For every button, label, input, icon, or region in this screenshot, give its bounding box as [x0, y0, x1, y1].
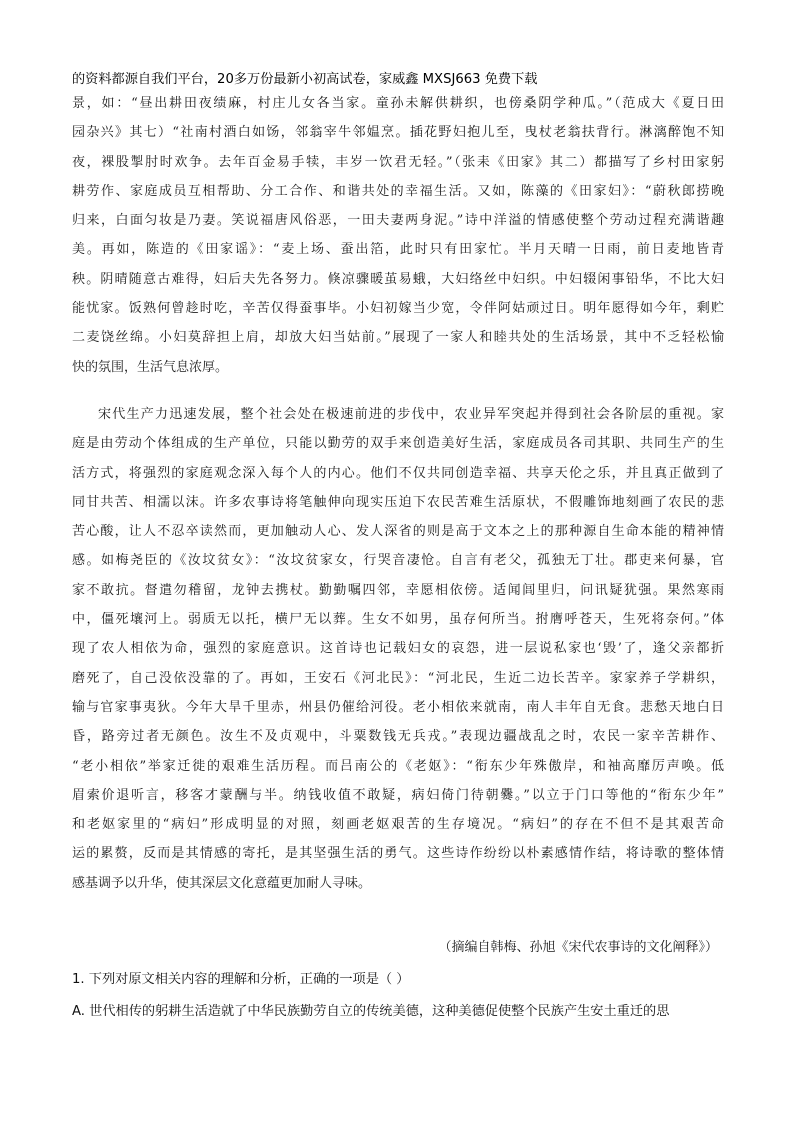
text-line: 同甘共苦、相濡以沫。许多农事诗将笔触伸向现实压迫下农民苦难生活原状，不假雕饰地刻画了农民的悲 — [72, 494, 724, 510]
text-line: 输与官家事夷狄。今年大旱千里赤，州县仍催给河役。老小相依来就南，南人丰年自无食。悲愁天地白日 — [72, 699, 724, 715]
question-1-option-a: A. 世代相传的躬耕生活造就了中华民族勤劳自立的传统美德，这种美德促使整个民族产生安土重迁的思 — [72, 1004, 670, 1019]
passage-source-citation: （摘编自韩梅、孙旭《宋代农事诗的文化阐释》） — [438, 940, 718, 955]
text-line: 运的累赘，反而是其情感的寄托，是其坚强生活的勇气。这些诗作纷纷以朴素感情作结，将诗歌的整体情 — [72, 846, 724, 862]
text-line: 眉索价退听言，移客才蒙酬与半。纳钱收值不敢疑，病妇倚门待朝爨。”以立于门口等他的“衔东少年” — [72, 787, 724, 803]
text-line: 夜，裸股掣肘时欢争。去年百金易手犊，丰岁一饮君无轻。”（张耒《田家》其二）都描写了乡村田家躬 — [72, 154, 724, 170]
passage-paragraph-2 — [72, 400, 724, 898]
text-line: 庭是由劳动个体组成的生产单位，只能以勤劳的双手来创造美好生活，家庭成员各司其职、共同生产的生 — [72, 436, 724, 452]
page-header-notice: 的资料都源自我们平台，20多万份最新小初高试卷，家威鑫 MXSJ663 免费下载 — [72, 72, 538, 87]
text-line: 耕劳作、家庭成员互相帮助、分工合作、和谐共处的幸福生活。又如，陈藻的《田家妇》：“蔚秋郎捞晚 — [72, 183, 724, 199]
text-line: 感。如梅尧臣的《汝坟贫女》：“汝坟贫家女，行哭音凄怆。自言有老父，孤独无丁壮。郡吏来何暴，官 — [72, 553, 724, 569]
text-line: 园杂兴》其七）“社南村酒白如饧，邻翁宰牛邻媪烹。插花野妇抱儿至，曳杖老翁扶背行。淋漓醉饱不知 — [72, 125, 724, 141]
text-line: 现了农人相依为命，强烈的家庭意识。这首诗也记载妇女的哀怨，进一层说私家也‘毁’了，逢父亲都折 — [72, 641, 724, 657]
text-line: 秧。阴晴随意古难得，妇后夫先各努力。倏凉骤暖茧易蛾，大妇络丝中妇织。中妇辍闲事铅华，不比大妇 — [72, 271, 724, 287]
text-line: 景，如：“昼出耕田夜绩麻，村庄儿女各当家。童孙未解供耕织，也傍桑阴学种瓜。”（范成大《夏日田 — [72, 96, 724, 111]
passage-paragraph-1 — [72, 89, 724, 382]
text-line: “老小相依”举家迁徙的艰难生活历程。而吕南公的《老妪》：“衔东少年殊傲岸，和袖高靡厉声唤。低 — [72, 758, 724, 774]
text-line: 二麦饶丝绵。小妇莫辞担上肩，却放大妇当姑前。”展现了一家人和睦共处的生活场景，其中不乏轻松愉 — [72, 330, 724, 346]
text-line: 归来，白面匀妆是乃妻。笑说福唐风俗恶，一田夫妻两身泥。”诗中洋溢的情感使整个劳动过程充满谐趣 — [72, 213, 724, 229]
text-line: 快的氛围，生活气息浓厚。 — [72, 359, 229, 375]
question-1-stem: 1. 下列对原文相关内容的理解和分析，正确的一项是（ ） — [72, 972, 410, 987]
text-line: 昏，路旁过者无颜色。汝生不及贞观中，斗粟数钱无兵戎。”表现边疆战乱之时，农民一家辛苦耕作、 — [72, 729, 724, 745]
text-line: 中，僵死壤河上。弱质无以托，横尸无以葬。生女不如男，虽存何所当。拊膺呼苍天，生死将奈何。”体 — [72, 612, 724, 628]
text-line: 美。再如，陈造的《田家谣》：“麦上场、蚕出箔，此时只有田家忙。半月天晴一日雨，前日麦地皆青 — [72, 242, 724, 258]
text-line: 苦心酸，让人不忍卒读然而，更加触动人心、发人深省的则是高于文本之上的那种源自生命本能的精神情 — [72, 524, 724, 540]
text-line: 磨死了，自己没依没靠的了。再如，王安石《河北民》：“河北民，生近二边长苦辛。家家养子学耕织， — [72, 670, 724, 686]
text-line: 活方式，将强烈的家庭观念深入每个人的内心。他们不仅共同创造幸福、共享天伦之乐，并且真正做到了 — [72, 465, 724, 481]
text-line: 能忧家。饭熟何曾趁时吃，辛苦仅得蚕事毕。小妇初嫁当少宽，令伴阿姑顽过日。明年愿得如今年，剩贮 — [72, 301, 724, 317]
text-line: 和老妪家里的“病妇”形成明显的对照，刻画老妪艰苦的生存境况。“病妇”的存在不但不是其艰苦命 — [72, 817, 724, 833]
text-line: 宋代生产力迅速发展，整个社会处在极速前进的步伐中，农业异军突起并得到社会各阶层的重视。家 — [98, 407, 724, 422]
text-line: 感基调予以升华，使其深层文化意蕴更加耐人寻味。 — [72, 875, 372, 891]
text-line: 家不敢抗。督遣勿稽留，龙钟去携杖。勤勤嘱四邻，幸愿相依傍。适闻闾里归，问讯疑犹强。果然寒雨 — [72, 582, 724, 598]
